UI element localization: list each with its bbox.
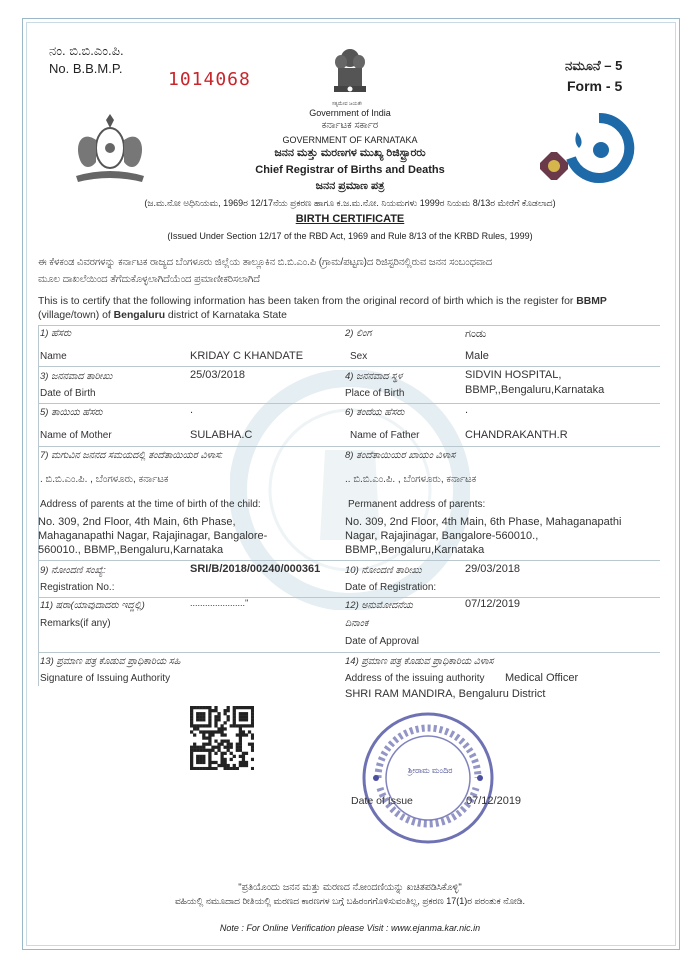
qr-code: [190, 706, 254, 770]
intro-english-text3: district of Karnataka State: [165, 310, 287, 321]
header-no-kannada: ನಂ. ಬಿ.ಬಿ.ಎಂ.ಪಿ.: [49, 43, 124, 58]
emblem-motto: ಸತ್ಯಮೇವ ಜಯತೇ: [332, 101, 362, 107]
pob-value-line1: SIDVIN HOSPITAL,: [465, 369, 562, 381]
issue-date-value: 07/12/2019: [466, 795, 522, 807]
authority-address-value-line2: SHRI RAM MANDIRA, Bengaluru District: [345, 688, 546, 700]
act-reference-english: (Issued Under Section 12/17 of the RBD Act, 1969 and Rule 8/13 of the KRBD Rules, 1999): [167, 231, 533, 241]
authority-address-label-kannada: 14) ಪ್ರಮಾಣ ಪತ್ರ ಕೊಡುವ ಪ್ರಾಧಿಕಾರಿಯ ವಿಳಾಸ: [345, 656, 494, 667]
footer-verification-note: Note : For Online Verification please Visit : www.ejanma.kar.nic.in: [219, 923, 481, 933]
remarks-label-kannada: 11) ಷರಾ(ಯಾವುದಾದರು ಇದ್ದಲ್ಲಿ): [40, 600, 145, 611]
header-no-english: No. B.B.M.P.: [49, 61, 123, 76]
father-value: CHANDRAKANTH.R: [465, 429, 568, 441]
birth-address-line1: No. 309, 2nd Floor, 4th Main, 6th Phase,: [38, 516, 236, 528]
sex-label-kannada: 2) ಲಿಂಗ: [345, 328, 372, 339]
sex-label: Sex: [350, 351, 368, 362]
footer-note-kannada: ವಹಿಯಲ್ಲಿ ನಮೂದಾದ ರೀತಿಯಲ್ಲಿ ಮರಣದ ಕಾರಣಗಳ ಬಗ್ಗೆ ಬಹಿರಂಗಗೊಳಿಸುವಂತಿಲ್ಲ, ಪ್ರಕರಣ 17(1)ರ ಪರಂತುಕ ನೋಡಿ.: [174, 896, 526, 906]
registration-date-value: 29/03/2018: [465, 563, 521, 575]
official-stamp: [358, 708, 498, 848]
mother-value: SULABHA.C: [190, 429, 253, 441]
approval-label-kannada: 12) ಅನುಮೋದನೆಯ: [345, 600, 413, 611]
remarks-label: Remarks(if any): [40, 618, 111, 629]
row-divider: [38, 325, 660, 326]
pob-value-line2: BBMP,,Bengaluru,Karnataka: [465, 384, 605, 396]
issue-date-label: Date of Issue: [351, 795, 413, 807]
permanent-address-line3: BBMP,,Bengaluru,Karnataka: [345, 544, 485, 556]
pob-label-kannada: 4) ಜನನವಾದ ಸ್ಥಳ: [345, 371, 403, 382]
registrar-kannada: ಜನನ ಮತ್ತು ಮರಣಗಳ ಮುಖ್ಯ ರಿಜಿಸ್ಟ್ರಾರರು: [274, 147, 426, 159]
pob-label: Place of Birth: [345, 388, 405, 399]
registration-date-label-kannada: 10) ನೋಂದಣಿ ತಾರೀಖು: [345, 565, 422, 576]
intro-english-line2: [38, 309, 287, 323]
act-reference-kannada: (ಜ.ಮ.ನೋ ಅಧಿನಿಯಮ, 1969ರ 12/17ನೆಯ ಪ್ರಕರಣ ಹಾಗೂ ಕ.ಜ.ಮ.ನೋ. ನಿಯಮಗಳು 1999ರ ನಿಯಮ 8/13ರ ಮೇರೆಗೆ ಕೊಡಲಾದ): [144, 198, 556, 208]
authority-address-label: Address of the issuing authority: [345, 673, 485, 684]
name-label: Name: [40, 351, 67, 362]
serial-number: 1014068: [168, 69, 251, 90]
intro-register-name: BBMP: [576, 296, 607, 307]
karnataka-emblem-icon: [66, 110, 154, 190]
intro-english-line1: [38, 295, 607, 309]
father-label: Name of Father: [350, 430, 420, 441]
birth-address-line3: 560010., BBMP,,Bengaluru,Karnataka: [38, 544, 224, 556]
dob-value: 25/03/2018: [190, 369, 246, 381]
father-label-kannada: 6) ತಂದೆಯ ಹೆಸರು: [345, 407, 405, 418]
approval-label-kannada-2: ದಿನಾಂಕ: [345, 618, 369, 629]
stamp-center-text: ಶ್ರೀರಾಮ ಮಂದಿರ: [408, 766, 453, 775]
birth-address-label-kannada: 7) ಮಗುವಿನ ಜನನದ ಸಮಯದಲ್ಲಿ ತಂದೆತಾಯಿಯರ ವಿಳಾಸ:: [40, 450, 223, 461]
intro-english-text1: This is to certify that the following information has been taken from the original record of birth which is the register for: [38, 296, 577, 307]
gov-karnataka-kannada: ಕರ್ನಾಟಕ ಸರ್ಕಾರ: [321, 120, 379, 131]
remarks-value: ......................'': [190, 598, 249, 608]
row-divider: [38, 597, 660, 598]
form-number-kannada: ನಮೂನೆ – 5: [565, 58, 623, 73]
sex-value-kannada: ಗಂಡು: [465, 328, 487, 340]
registration-no-value: SRI/B/2018/00240/000361: [190, 563, 321, 575]
hologram-sticker-icon: [540, 152, 568, 180]
intro-english-text2: (village/town) of: [38, 310, 114, 321]
national-emblem-icon: [330, 46, 370, 108]
name-label-kannada: 1) ಹೆಸರು: [40, 328, 72, 339]
certificate-title-english: BIRTH CERTIFICATE: [295, 213, 405, 225]
birth-address-kannada-value: . ಬಿ.ಬಿ.ಎಂ.ಪಿ. , ಬೆಂಗಳೂರು, ಕರ್ನಾಟಕ: [40, 474, 169, 485]
permanent-address-line2: Nagar, Rajajinagar, Bangalore-560010.,: [345, 530, 539, 542]
gov-india-label: Government of India: [309, 108, 391, 118]
registration-logo-icon: [563, 112, 635, 184]
row-divider: [38, 652, 660, 653]
registration-no-label: Registration No.:: [40, 582, 115, 593]
registration-date-label: Date of Registration:: [345, 582, 437, 593]
intro-kannada-line2: ಮೂಲ ದಾಖಲೆಯಿಂದ ತೆಗೆದುಕೊಳ್ಳಲಾಗಿದೆಯೆಂದ ಪ್ರಮಾಣೀಕರಿಸಲಾಗಿದೆ: [38, 274, 260, 285]
intro-kannada-line1: ಈ ಕೆಳಕಂಡ ವಿವರಗಳನ್ನು ಕರ್ನಾಟಕ ರಾಜ್ಯದ ಬೆಂಗಳೂರು ಜಿಲ್ಲೆಯ ತಾಲ್ಲೂಕಿನ ಬಿ.ಬಿ.ಎಂ.ಪಿ (ಗ್ರಾಮ/ಪಟ್ಟಣ)ದ ರಿಜಿಸ್ಟರಿನಲ್ಲಿರುವ ಜನನ ಸಂಬಂಧವಾದ: [38, 257, 493, 268]
footer-quote: "ಪ್ರತಿಯೊಂದು ಜನನ ಮತ್ತು ಮರಣದ ನೋಂದಣಿಯನ್ನು ಖಚಿತಪಡಿಸಿಕೊಳ್ಳಿ": [238, 882, 462, 893]
dob-label-kannada: 3) ಜನನವಾದ ತಾರೀಖು: [40, 371, 113, 382]
registration-no-label-kannada: 9) ನೋಂದಣಿ ಸಂಖ್ಯೆ:: [40, 565, 106, 576]
row-divider: [38, 403, 660, 404]
signature-label-kannada: 13) ಪ್ರಮಾಣ ಪತ್ರ ಕೊಡುವ ಪ್ರಾಧಿಕಾರಿಯ ಸಹಿ: [40, 656, 181, 667]
permanent-address-line1: No. 309, 2nd Floor, 4th Main, 6th Phase, Mahaganapathi: [345, 516, 622, 528]
signature-label: Signature of Issuing Authority: [40, 673, 171, 684]
name-value: KRIDAY C KHANDATE: [190, 350, 304, 362]
registrar-english: Chief Registrar of Births and Deaths: [255, 164, 445, 176]
birth-address-label: Address of parents at the time of birth of the child:: [40, 499, 261, 510]
dob-label: Date of Birth: [40, 388, 96, 399]
permanent-address-kannada-value: .. ಬಿ.ಬಿ.ಎಂ.ಪಿ. , ಬೆಂಗಳೂರು, ಕರ್ನಾಟಕ: [345, 474, 477, 485]
certificate-title-kannada: ಜನನ ಪ್ರಮಾಣ ಪತ್ರ: [315, 180, 385, 192]
sex-value: Male: [465, 350, 489, 362]
mother-label-kannada: 5) ತಾಯಿಯ ಹೆಸರು: [40, 407, 103, 418]
row-divider: [38, 366, 660, 367]
father-kannada-dot: .: [465, 404, 469, 416]
intro-district: Bengaluru: [113, 310, 166, 321]
permanent-address-label: Permanent address of parents:: [348, 499, 486, 510]
authority-address-value-line1: Medical Officer: [505, 672, 579, 684]
approval-label: Date of Approval: [345, 636, 419, 647]
birth-address-line2: Mahaganapathi Nagar, Rajajinagar, Bangalore-: [38, 530, 268, 542]
form-number-english: Form - 5: [567, 78, 623, 94]
gov-karnataka-english: GOVERNMENT OF KARNATAKA: [282, 135, 418, 145]
mother-kannada-dot: .: [190, 404, 194, 416]
mother-label: Name of Mother: [40, 430, 112, 441]
permanent-address-label-kannada: 8) ತಂದೆತಾಯಿಯರ ಖಾಯಂ ವಿಳಾಸ: [345, 450, 456, 461]
row-divider: [38, 446, 660, 447]
approval-date-value: 07/12/2019: [465, 598, 521, 610]
row-divider: [38, 560, 660, 561]
left-column-rule: [38, 326, 39, 686]
